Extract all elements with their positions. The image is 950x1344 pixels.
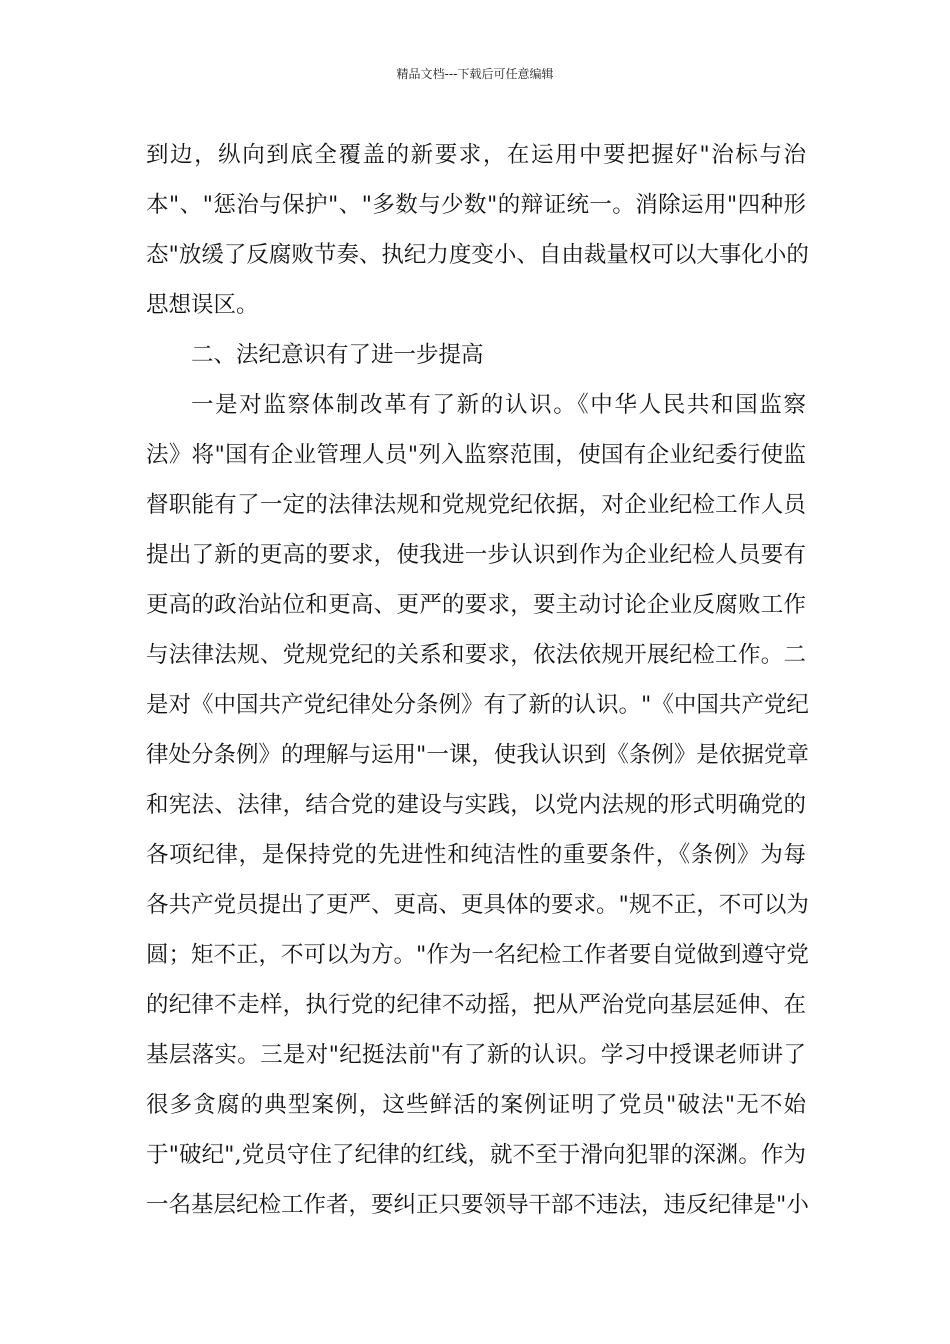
paragraph-line: 法》将"国有企业管理人员"列入监察范围，使国有企业纪委行使监 — [146, 442, 806, 468]
paragraph-line: 各项纪律，是保持党的先进性和纯洁性的重要条件，《条例》为每 — [146, 842, 806, 868]
paragraph-line: 圆；矩不正，不可以为方。"作为一名纪检工作者要自觉做到遵守党 — [146, 942, 809, 968]
paragraph-line: 的纪律不走样，执行党的纪律不动摇，把从严治党向基层延伸、在 — [146, 992, 806, 1018]
paragraph-line: 更高的政治站位和更高、更严的要求，要主动讨论企业反腐败工作 — [146, 592, 806, 618]
paragraph-line: 各共产党员提出了更严、更高、更具体的要求。"规不正，不可以为 — [146, 892, 809, 918]
section-heading: 二、法纪意识有了进一步提高 — [191, 342, 484, 368]
paragraph-line: 态"放缓了反腐败节奏、执纪力度变小、自由裁量权可以大事化小的 — [146, 242, 809, 268]
paragraph-line: 是对《中国共产党纪律处分条例》有了新的认识。"《中国共产党纪 — [146, 692, 809, 718]
paragraph-line: 一名基层纪检工作者，要纠正只要领导干部不违法，违反纪律是"小 — [146, 1192, 809, 1218]
paragraph-line: 基层落实。三是对"纪挺法前"有了新的认识。学习中授课老师讲了 — [146, 1042, 806, 1068]
paragraph-line: 一是对监察体制改革有了新的认识。《中华人民共和国监察 — [191, 392, 806, 418]
paragraph-line: 提出了新的更高的要求，使我进一步认识到作为企业纪检人员要有 — [146, 542, 806, 568]
paragraph-line: 与法律法规、党规党纪的关系和要求，依法依规开展纪检工作。二 — [146, 642, 806, 668]
paragraph-line: 很多贪腐的典型案例，这些鲜活的案例证明了党员"破法"无不始 — [146, 1092, 806, 1118]
paragraph-line: 思想误区。 — [146, 292, 259, 318]
paragraph-line: 督职能有了一定的法律法规和党规党纪依据，对企业纪检工作人员 — [146, 492, 806, 518]
paragraph-line: 到边，纵向到底全覆盖的新要求，在运用中要把握好"治标与治 — [146, 142, 806, 168]
page-header: 精品文档---下载后可任意编辑 — [396, 67, 554, 81]
paragraph-line: 和宪法、法律，结合党的建设与实践，以党内法规的形式明确党的 — [146, 792, 806, 818]
paragraph-line: 本"、"惩治与保护"、"多数与少数"的辩证统一。消除运用"四种形 — [146, 192, 806, 218]
document-body — [146, 130, 809, 1230]
paragraph-line: 于"破纪",党员守住了纪律的红线，就不至于滑向犯罪的深渊。作为 — [146, 1142, 806, 1168]
paragraph-line: 律处分条例》的理解与运用"一课，使我认识到《条例》是依据党章 — [146, 742, 809, 768]
